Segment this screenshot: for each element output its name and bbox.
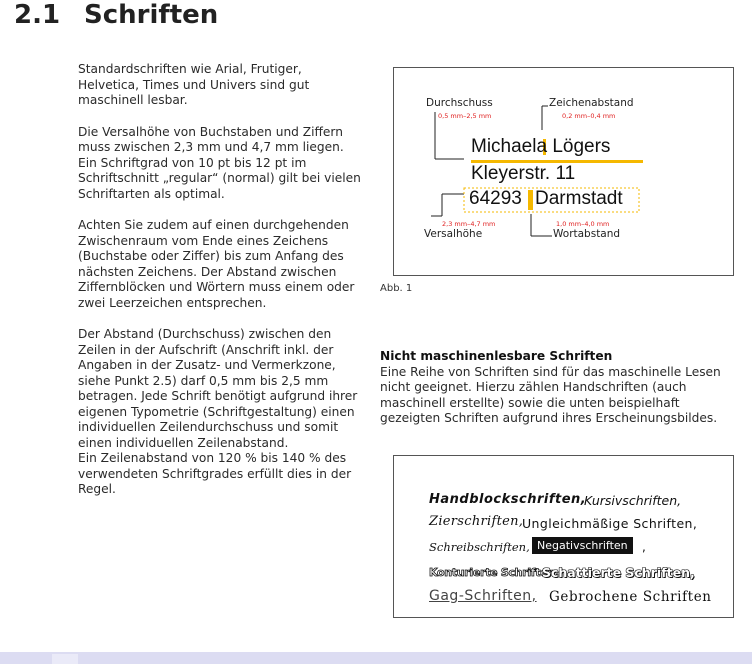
- example-ungleich: Ungleichmäßige Schriften,: [522, 516, 698, 531]
- range-durchschuss: 0,5 mm–2,5 mm: [438, 112, 492, 120]
- section-subtitle: Nicht maschinenlesbare Schriften: [380, 349, 613, 363]
- address-zip: 64293: [469, 188, 522, 209]
- example-gebrochen: Gebrochene Schriften: [549, 589, 712, 605]
- section-body: Eine Reihe von Schriften sind für das maschinelle Lesen nicht geeignet. Hierzu zählen Handschriften (auch maschinell erstellte) sowie die unten beispielhaft gezeigten Schriften aufgrund ihres Erscheinungsbildes.: [380, 364, 721, 425]
- example-handblock: Handblockschriften,: [429, 492, 587, 507]
- typometry-figure: [393, 67, 734, 276]
- range-zeichenabstand: 0,2 mm–0,4 mm: [562, 112, 616, 120]
- section-heading: [14, 0, 218, 30]
- example-schreib: Schreibschriften,: [429, 540, 530, 554]
- label-wortabstand: Wortabstand: [553, 228, 621, 240]
- paragraph: Die Versalhöhe von Buchstaben und Ziffern muss zwischen 2,3 mm und 4,7 mm liegen. Ein Schriftgrad von 10 pt bis 12 pt im Schriftschnitt „regular“ (normal) gilt bei vielen Schriftarten als optimal.: [78, 124, 361, 201]
- section-title: Schriften: [84, 0, 219, 30]
- footer-bar: [0, 652, 752, 664]
- label-zeichenabstand: Zeichenabstand: [549, 97, 634, 109]
- section-number: 2.1: [14, 0, 61, 30]
- paragraph: Ein Zeilenabstand von 120 % bis 140 % des verwendeten Schriftgrades erfüllt dies in der Regel.: [78, 451, 352, 496]
- example-gag: Gag-Schriften,: [429, 588, 537, 604]
- label-versalhoehe: Versalhöhe: [424, 228, 483, 240]
- example-zier: Zierschriften,: [429, 514, 524, 529]
- range-versalhoehe: 2,3 mm–4,7 mm: [442, 220, 496, 228]
- address-line-1: Michaela Lögers: [471, 136, 611, 157]
- paragraph: Standardschriften wie Arial, Frutiger, Helvetica, Times und Univers sind gut maschinell lesbar.: [78, 62, 310, 107]
- footer-mark: [52, 654, 78, 664]
- example-kontur: Konturierte Schriften,: [429, 566, 559, 579]
- paragraph: Der Abstand (Durchschuss) zwischen den Zeilen in der Aufschrift (Anschrift inkl. der Angaben in der Zusatz- und Vermerkzone, siehe Punkt 2.5) darf 0,5 mm bis 2,5 mm betragen. Jede Schrift benötigt aufgrund ihrer eigenen Typometrie (Schriftgestaltung) einen individuellen Zeilendurchschuss und somit einen individuellen Zeilenabstand.: [78, 327, 358, 450]
- paragraph: Achten Sie zudem auf einen durchgehenden Zwischenraum vom Ende eines Zeichens (Buchstabe oder Ziffer) bis zum Anfang des nächsten Zeichens. Der Abstand zwischen Ziffernblöcken und Wörtern muss einem oder zwei Leerzeichen entsprechen.: [78, 218, 355, 310]
- font-examples-figure: [393, 455, 734, 618]
- not-machine-readable-section: [380, 349, 740, 427]
- address-line-2: Kleyerstr. 11: [471, 163, 576, 184]
- left-column-text: [78, 62, 363, 514]
- example-kursiv: Kursivschriften,: [584, 493, 682, 508]
- label-durchschuss: Durchschuss: [426, 97, 493, 109]
- example-schattiert: Schattierte Schriften,: [542, 565, 695, 580]
- example-negativ-comma: ,: [642, 540, 646, 554]
- range-wortabstand: 1,0 mm–4,0 mm: [556, 220, 610, 228]
- figure-caption: Abb. 1: [380, 283, 413, 294]
- example-negativ: Negativschriften: [532, 537, 633, 554]
- address-city: Darmstadt: [535, 188, 623, 209]
